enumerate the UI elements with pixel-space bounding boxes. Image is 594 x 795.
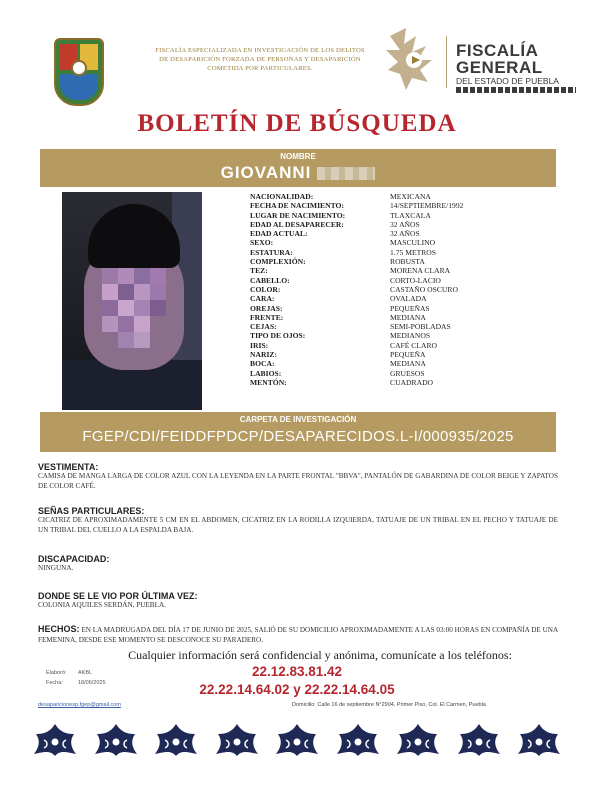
detail-row xyxy=(250,201,550,210)
talavera-tile-icon xyxy=(333,722,383,758)
detail-key: NARIZ: xyxy=(250,350,278,360)
detail-key: CARA: xyxy=(250,294,275,304)
phone-number-1: 22.12.83.81.42 xyxy=(251,664,343,679)
detail-key: MENTÓN: xyxy=(250,377,287,387)
hechos-heading: HECHOS: xyxy=(38,624,80,634)
detail-row xyxy=(250,378,550,387)
org-title: FISCALÍA GENERAL xyxy=(456,41,543,77)
detail-key: COLOR: xyxy=(250,284,281,294)
detail-row xyxy=(250,322,550,331)
org-subtitle: DEL ESTADO DE PUEBLA xyxy=(456,76,559,86)
detail-value: TLAXCALA xyxy=(390,210,431,220)
header xyxy=(0,0,594,110)
detail-key: EDAD AL DESAPARECER: xyxy=(250,219,344,229)
talavera-footer xyxy=(30,720,564,760)
detail-value: OVALADA xyxy=(390,294,427,304)
detail-value: CUADRADO xyxy=(390,377,434,387)
detail-value: MASCULINO xyxy=(390,238,436,248)
senas-text: CICATRIZ DE APROXIMADAMENTE 5 CM EN EL ABDOMEN, CICATRIZ EN LA RODILLA IZQUIERDA, TATUAJE DE UN TRIBAL EN EL PECHO Y TATUAJE DE UN TRIBAL DEL CUELLO A LA ESPALDA BAJA. xyxy=(38,516,558,534)
detail-value: MEDIANA xyxy=(390,359,426,369)
name-band xyxy=(40,149,556,187)
carpeta-band xyxy=(40,412,556,452)
detail-value: CORTO-LACIO xyxy=(390,275,441,285)
detail-row xyxy=(250,238,550,247)
talavera-tile-icon xyxy=(514,722,564,758)
detail-value: PEQUEÑAS xyxy=(390,303,430,313)
contact-email-link[interactable]: desaparicionesp.fgep@gmail.com xyxy=(38,702,121,708)
detail-key: LABIOS: xyxy=(250,368,282,378)
detail-value: MEXICANA xyxy=(390,192,431,201)
talavera-tile-icon xyxy=(212,722,262,758)
person-photo xyxy=(62,192,202,410)
fiscalia-emblem-icon xyxy=(382,26,442,92)
header-divider xyxy=(446,36,447,88)
talavera-tile-icon xyxy=(393,722,443,758)
detail-key: FRENTE: xyxy=(250,312,284,322)
hechos-text: EN LA MADRUGADA DEL DÍA 17 DE JUNIO DE 2025, SALIÓ DE SU DOMICILIO APROXIMADAMENTE A LAS 03:00 HORAS EN COMPAÑÍA DE UNA FEMENINA, DESDE ESE MOMENTO SE DESCONOCE SU PARADERO. xyxy=(38,626,558,644)
fecha-label: Fecha: xyxy=(46,680,63,686)
talavera-tile-icon xyxy=(454,722,504,758)
detail-key: CEJAS: xyxy=(250,322,277,332)
detail-row xyxy=(250,285,550,294)
detail-key: NACIONALIDAD: xyxy=(250,192,314,201)
carpeta-label: CARPETA DE INVESTIGACIÓN xyxy=(239,415,357,424)
detail-value: 14/SEPTIEMBRE/1992 xyxy=(390,201,464,211)
detail-key: ESTATURA: xyxy=(250,247,293,257)
detail-value: ROBUSTA xyxy=(390,257,425,267)
detail-row xyxy=(250,211,550,220)
detail-row xyxy=(250,276,550,285)
detail-row xyxy=(250,331,550,340)
detail-key: BOCA: xyxy=(250,359,275,369)
detail-key: SEXO: xyxy=(250,238,274,248)
phone-numbers-2: 22.22.14.64.02 y 22.22.14.64.05 xyxy=(199,682,395,697)
detail-row xyxy=(250,257,550,266)
talavera-tile-icon xyxy=(91,722,141,758)
detail-value: GRUESOS xyxy=(390,368,425,378)
detail-row xyxy=(250,294,550,303)
detail-row xyxy=(250,369,550,378)
talavera-tile-icon xyxy=(272,722,322,758)
detail-value: MORENA CLARA xyxy=(390,266,451,276)
carpeta-value: FGEP/CDI/FEIDDFPDCP/DESAPARECIDOS.L-I/000935/2025 xyxy=(82,428,514,445)
talavera-tile-icon xyxy=(30,722,80,758)
detail-value: 32 AÑOS xyxy=(390,219,420,229)
redacted-surname xyxy=(317,167,375,180)
detail-row xyxy=(250,248,550,257)
state-seal-icon xyxy=(54,38,104,106)
talavera-tile-icon xyxy=(151,722,201,758)
detail-value: 1.75 METROS xyxy=(390,247,436,257)
fecha-value: 18/06/2025 xyxy=(78,680,106,686)
detail-key: COMPLEXIÓN: xyxy=(250,257,306,267)
details-list xyxy=(250,192,550,387)
detail-key: FECHA DE NACIMIENTO: xyxy=(250,201,344,211)
detail-key: TEZ: xyxy=(250,266,268,276)
unit-text: FISCALÍA ESPECIALIZADA EN INVESTIGACIÓN DE LOS DELITOS DE DESAPARICIÓN FORZADA DE PERSONAS Y DESAPARICIÓN COMETIDA POR PARTICULARES. xyxy=(155,47,365,72)
detail-key: TIPO DE OJOS: xyxy=(250,331,306,341)
detail-key: IRIS: xyxy=(250,340,269,350)
contact-text: Cualquier información será confidencial y anónima, comunícate a los teléfonos: xyxy=(128,648,512,662)
detail-value: 32 AÑOS xyxy=(390,229,420,239)
name-value: GIOVANNI xyxy=(40,163,556,183)
name-label: NOMBRE xyxy=(280,152,316,161)
address: Domicilio: Calle 16 de septiembre N°2904, Primer Piso, Col. El Carmen, Puebla xyxy=(292,702,486,708)
detail-value: MEDIANOS xyxy=(390,331,431,341)
visto-text: COLONIA AQUILES SERDÁN, PUEBLA. xyxy=(38,601,166,609)
detail-value: CASTAÑO OSCURO xyxy=(390,284,458,294)
vestimenta-heading: VESTIMENTA: xyxy=(38,462,99,472)
detail-row xyxy=(250,266,550,275)
detail-key: LUGAR DE NACIMIENTO: xyxy=(250,210,346,220)
detail-value: SEMI-POBLADAS xyxy=(390,322,451,332)
detail-value: MEDIANA xyxy=(390,312,426,322)
visto-heading: DONDE SE LE VIO POR ÚLTIMA VEZ: xyxy=(38,591,198,601)
elaboro-value: AKBL xyxy=(78,670,93,676)
detail-row xyxy=(250,350,550,359)
detail-key: EDAD ACTUAL: xyxy=(250,229,308,239)
vestimenta-text: CAMISA DE MANGA LARGA DE COLOR AZUL CON LA LEYENDA EN LA PARTE FRONTAL "BBVA", PANTALÓN DE GABARDINA DE COLOR BEIGE Y ZAPATOS DE COLOR CAFÉ. xyxy=(38,472,558,490)
detail-key: OREJAS: xyxy=(250,303,283,313)
detail-row xyxy=(250,359,550,368)
detail-row xyxy=(250,229,550,238)
senas-heading: SEÑAS PARTICULARES: xyxy=(38,506,145,516)
discapacidad-heading: DISCAPACIDAD: xyxy=(38,554,110,564)
org-pattern xyxy=(456,87,576,93)
page-title: BOLETÍN DE BÚSQUEDA xyxy=(137,110,457,137)
detail-row xyxy=(250,341,550,350)
detail-row xyxy=(250,304,550,313)
detail-row xyxy=(250,220,550,229)
detail-row xyxy=(250,192,550,201)
detail-value: CAFÉ CLARO xyxy=(390,340,438,350)
elaboro-label: Elaboró: xyxy=(46,670,67,676)
detail-row xyxy=(250,313,550,322)
detail-value: PEQUEÑA xyxy=(390,350,426,360)
detail-key: CABELLO: xyxy=(250,275,290,285)
discapacidad-text: NINGUNA. xyxy=(38,564,74,572)
hechos xyxy=(38,624,558,645)
